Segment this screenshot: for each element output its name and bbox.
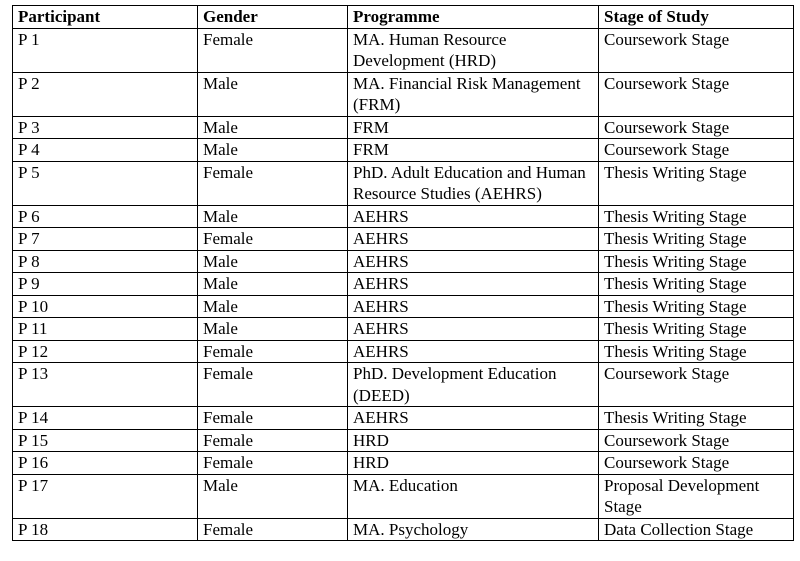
programme-cell: AEHRS: [348, 205, 599, 228]
participant-cell: P 4: [13, 139, 198, 162]
table-header-row: [13, 6, 794, 29]
participant-cell: P 10: [13, 295, 198, 318]
table-row: [13, 228, 794, 251]
gender-cell: Female: [198, 407, 348, 430]
participant-cell: P 2: [13, 72, 198, 116]
stage-cell: Thesis Writing Stage: [599, 250, 794, 273]
gender-cell: Male: [198, 273, 348, 296]
header-programme: Programme: [348, 6, 599, 29]
programme-cell: HRD: [348, 429, 599, 452]
stage-cell: Thesis Writing Stage: [599, 340, 794, 363]
programme-cell: AEHRS: [348, 250, 599, 273]
programme-cell: AEHRS: [348, 407, 599, 430]
programme-cell: MA. Education: [348, 474, 599, 518]
table-row: [13, 429, 794, 452]
programme-cell: FRM: [348, 116, 599, 139]
gender-cell: Male: [198, 205, 348, 228]
stage-cell: Thesis Writing Stage: [599, 318, 794, 341]
stage-cell: Coursework Stage: [599, 363, 794, 407]
stage-cell: Thesis Writing Stage: [599, 161, 794, 205]
programme-cell: MA. Human Resource Development (HRD): [348, 28, 599, 72]
table-row: [13, 318, 794, 341]
participant-cell: P 11: [13, 318, 198, 341]
gender-cell: Female: [198, 429, 348, 452]
table-body: [13, 28, 794, 541]
stage-cell: Coursework Stage: [599, 116, 794, 139]
gender-cell: Female: [198, 228, 348, 251]
gender-cell: Male: [198, 474, 348, 518]
table-row: [13, 72, 794, 116]
stage-cell: Proposal Development Stage: [599, 474, 794, 518]
table-row: [13, 452, 794, 475]
header-participant: Participant: [13, 6, 198, 29]
programme-cell: MA. Psychology: [348, 518, 599, 541]
stage-cell: Coursework Stage: [599, 139, 794, 162]
participant-cell: P 9: [13, 273, 198, 296]
table-row: [13, 205, 794, 228]
table-row: [13, 474, 794, 518]
programme-cell: FRM: [348, 139, 599, 162]
header-gender: Gender: [198, 6, 348, 29]
gender-cell: Female: [198, 518, 348, 541]
programme-cell: PhD. Development Education (DEED): [348, 363, 599, 407]
table-row: [13, 407, 794, 430]
programme-cell: PhD. Adult Education and Human Resource Studies (AEHRS): [348, 161, 599, 205]
stage-cell: Thesis Writing Stage: [599, 273, 794, 296]
table-row: [13, 518, 794, 541]
gender-cell: Male: [198, 318, 348, 341]
programme-cell: AEHRS: [348, 228, 599, 251]
stage-cell: Thesis Writing Stage: [599, 228, 794, 251]
participant-cell: P 7: [13, 228, 198, 251]
participant-cell: P 12: [13, 340, 198, 363]
stage-cell: Thesis Writing Stage: [599, 407, 794, 430]
header-stage-of-study: Stage of Study: [599, 6, 794, 29]
stage-cell: Data Collection Stage: [599, 518, 794, 541]
programme-cell: HRD: [348, 452, 599, 475]
gender-cell: Female: [198, 363, 348, 407]
table-row: [13, 363, 794, 407]
table-row: [13, 340, 794, 363]
participant-cell: P 3: [13, 116, 198, 139]
programme-cell: AEHRS: [348, 295, 599, 318]
participant-cell: P 16: [13, 452, 198, 475]
participants-table: [12, 5, 794, 541]
programme-cell: MA. Financial Risk Management (FRM): [348, 72, 599, 116]
stage-cell: Thesis Writing Stage: [599, 295, 794, 318]
programme-cell: AEHRS: [348, 273, 599, 296]
participant-cell: P 6: [13, 205, 198, 228]
table-row: [13, 161, 794, 205]
stage-cell: Coursework Stage: [599, 28, 794, 72]
programme-cell: AEHRS: [348, 318, 599, 341]
gender-cell: Male: [198, 72, 348, 116]
participant-cell: P 13: [13, 363, 198, 407]
gender-cell: Male: [198, 250, 348, 273]
participant-cell: P 5: [13, 161, 198, 205]
participant-cell: P 15: [13, 429, 198, 452]
participant-cell: P 8: [13, 250, 198, 273]
table-row: [13, 250, 794, 273]
table-row: [13, 139, 794, 162]
gender-cell: Female: [198, 28, 348, 72]
gender-cell: Female: [198, 452, 348, 475]
programme-cell: AEHRS: [348, 340, 599, 363]
table-row: [13, 295, 794, 318]
table-row: [13, 116, 794, 139]
gender-cell: Male: [198, 116, 348, 139]
table-row: [13, 273, 794, 296]
table-row: [13, 28, 794, 72]
stage-cell: Coursework Stage: [599, 72, 794, 116]
participant-cell: P 17: [13, 474, 198, 518]
stage-cell: Coursework Stage: [599, 452, 794, 475]
stage-cell: Coursework Stage: [599, 429, 794, 452]
gender-cell: Female: [198, 340, 348, 363]
stage-cell: Thesis Writing Stage: [599, 205, 794, 228]
gender-cell: Male: [198, 295, 348, 318]
participant-cell: P 1: [13, 28, 198, 72]
participant-cell: P 18: [13, 518, 198, 541]
gender-cell: Female: [198, 161, 348, 205]
participant-cell: P 14: [13, 407, 198, 430]
gender-cell: Male: [198, 139, 348, 162]
